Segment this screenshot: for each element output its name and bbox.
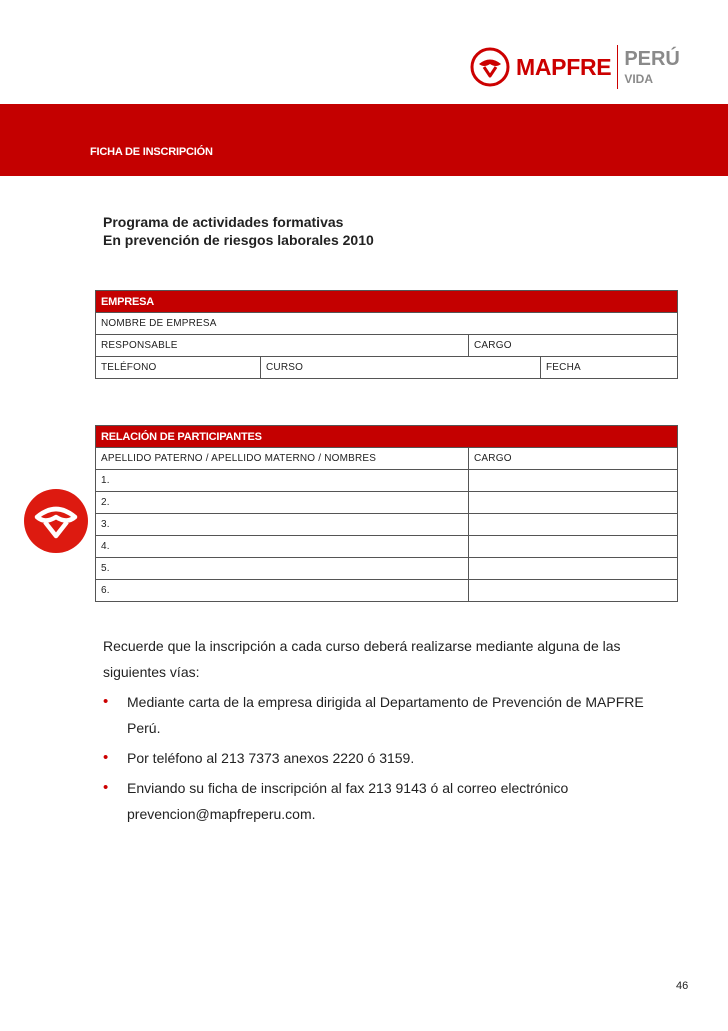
list-item xyxy=(103,775,663,827)
logo-right xyxy=(624,49,680,85)
empresa-header: EMPRESA xyxy=(96,291,678,313)
bullet-icon: • xyxy=(103,693,109,710)
title-banner xyxy=(0,104,728,176)
table-row xyxy=(96,580,678,602)
participant-cargo-field[interactable] xyxy=(469,536,678,558)
program-line-1: Programa de actividades formativas xyxy=(103,214,344,230)
notice-list xyxy=(103,689,663,831)
participant-name-field[interactable]: 2. xyxy=(96,492,469,514)
logo-divider xyxy=(617,45,618,89)
program-line-2: En prevención de riesgos laborales 2010 xyxy=(103,232,374,248)
program-title xyxy=(103,213,374,249)
mapfre-trebol-side-icon xyxy=(23,488,89,554)
participantes-col-cargo: CARGO xyxy=(469,448,678,470)
participantes-table xyxy=(95,425,678,602)
list-item-text: Mediante carta de la empresa dirigida al Departamento de Prevención de MAPFRE Perú. xyxy=(127,694,644,736)
bullet-icon: • xyxy=(103,779,109,796)
list-item xyxy=(103,745,663,771)
logo-country: PERÚ xyxy=(624,48,680,70)
mapfre-logo xyxy=(470,44,680,90)
table-row xyxy=(96,492,678,514)
participant-cargo-field[interactable] xyxy=(469,580,678,602)
participantes-col-nombres: APELLIDO PATERNO / APELLIDO MATERNO / NOMBRES xyxy=(96,448,469,470)
participant-name-field[interactable]: 6. xyxy=(96,580,469,602)
table-row xyxy=(96,536,678,558)
participant-name-field[interactable]: 5. xyxy=(96,558,469,580)
list-item-text: Por teléfono al 213 7373 anexos 2220 ó 3159. xyxy=(127,750,415,766)
notice-intro: Recuerde que la inscripción a cada curso deberá realizarse mediante alguna de las siguientes vías: xyxy=(103,638,621,680)
participant-cargo-field[interactable] xyxy=(469,470,678,492)
participant-cargo-field[interactable] xyxy=(469,492,678,514)
empresa-cargo-field[interactable]: CARGO xyxy=(469,335,678,357)
participant-cargo-field[interactable] xyxy=(469,558,678,580)
participant-name-field[interactable]: 1. xyxy=(96,470,469,492)
logo-line: VIDA xyxy=(624,72,653,86)
participant-name-field[interactable]: 3. xyxy=(96,514,469,536)
page-number: 46 xyxy=(676,980,689,992)
empresa-curso-field[interactable]: CURSO xyxy=(261,357,541,379)
table-row xyxy=(96,514,678,536)
table-row xyxy=(96,558,678,580)
empresa-responsable-field[interactable]: RESPONSABLE xyxy=(96,335,469,357)
empresa-telefono-field[interactable]: TELÉFONO xyxy=(96,357,261,379)
logo-brand: MAPFRE xyxy=(516,53,612,80)
empresa-table xyxy=(95,290,678,379)
participant-name-field[interactable]: 4. xyxy=(96,536,469,558)
table-row xyxy=(96,470,678,492)
bullet-icon: • xyxy=(103,749,109,766)
list-item xyxy=(103,689,663,741)
participant-cargo-field[interactable] xyxy=(469,514,678,536)
banner-title: FICHA DE INSCRIPCIÓN xyxy=(90,146,213,158)
participantes-header: RELACIÓN DE PARTICIPANTES xyxy=(96,426,678,448)
list-item-text: Enviando su ficha de inscripción al fax 213 9143 ó al correo electrónico prevencion@mapfreperu.com. xyxy=(127,780,569,822)
mapfre-trebol-icon xyxy=(470,47,510,87)
empresa-nombre-field[interactable]: NOMBRE DE EMPRESA xyxy=(96,313,678,335)
empresa-fecha-field[interactable]: FECHA xyxy=(541,357,678,379)
